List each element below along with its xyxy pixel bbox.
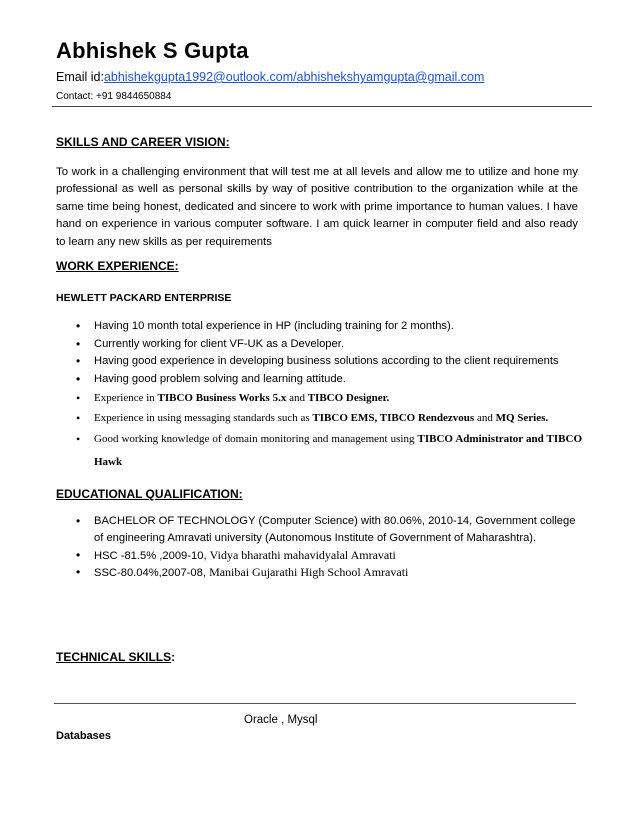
list-item: • Having 10 month total experience in HP (including training for 2 months).: [76, 318, 582, 336]
candidate-name: Abhishek S Gupta: [56, 38, 249, 63]
bullet-icon: •: [76, 391, 81, 405]
technical-skills-divider: [54, 703, 576, 704]
bullet-icon: •: [76, 354, 81, 368]
header-divider: [52, 106, 592, 107]
list-item: • Having good experience in developing business solutions according to the client requirements: [76, 353, 582, 371]
list-item: • Good working knowledge of domain monitoring and management using TIBCO Administrator and TIBCO Hawk: [76, 428, 582, 474]
list-item: • Experience in using messaging standards such as TIBCO EMS, TIBCO Rendezvous and MQ Series.: [76, 409, 582, 429]
bullet-icon: •: [76, 514, 81, 528]
work-bullet-list: [76, 318, 582, 388]
email-label: Email id:: [56, 70, 104, 84]
email-link[interactable]: abhishekgupta1992@outlook.com/abhishekshyamgupta@gmail.com: [103, 70, 485, 84]
tibco-bullet-list: [76, 389, 582, 474]
list-item: • HSC -81.5% ,2009-10, Vidya bharathi mahavidyalal Amravati: [76, 547, 396, 562]
list-item: • SSC-80.04%,2007-08, Manibai Gujarathi High School Amravati: [76, 565, 409, 580]
skills-vision-heading: SKILLS AND CAREER VISION:: [56, 135, 230, 149]
bullet-icon: •: [76, 371, 81, 386]
list-item: • Having good problem solving and learning attitude.: [76, 371, 582, 389]
bullet-icon: •: [76, 565, 81, 580]
list-item: • Experience in TIBCO Business Works 5.x and TIBCO Designer.: [76, 389, 582, 409]
bullet-icon: •: [76, 336, 81, 351]
bullet-icon: •: [76, 432, 81, 446]
education-heading: EDUCATIONAL QUALIFICATION:: [56, 487, 243, 501]
email-line: [56, 70, 484, 84]
contact-line: Contact: +91 9844650884: [56, 91, 172, 102]
company-name: HEWLETT PACKARD ENTERPRISE: [56, 292, 232, 304]
work-experience-heading: WORK EXPERIENCE:: [56, 259, 179, 273]
list-item: • BACHELOR OF TECHNOLOGY (Computer Science) with 80.06%, 2010-14, Government college of engineering Amravati university (Autonomous Institute of Government of Maharashtra).: [76, 514, 576, 544]
skills-vision-text: To work in a challenging environment that will test me at all levels and allow me to utilize and hone my professional as well as personal skills by way of positive contribution to the organization while at the same time being honest, dedicated and sincere to work with prime importance to human values. I have hand on experience in various computer software. I am quick learner in computer field and also ready to learn any new skills as per requirements: [56, 166, 578, 248]
list-item: • Currently working for client VF-UK as a Developer.: [76, 336, 582, 354]
bullet-icon: •: [76, 319, 81, 333]
technical-skills-heading: TECHNICAL SKILLS:: [56, 650, 176, 664]
education-list: [76, 513, 582, 582]
databases-value: Oracle , Mysql: [244, 714, 318, 726]
bullet-icon: •: [76, 410, 81, 425]
bullet-icon: •: [76, 547, 81, 562]
databases-label: Databases: [56, 730, 112, 742]
